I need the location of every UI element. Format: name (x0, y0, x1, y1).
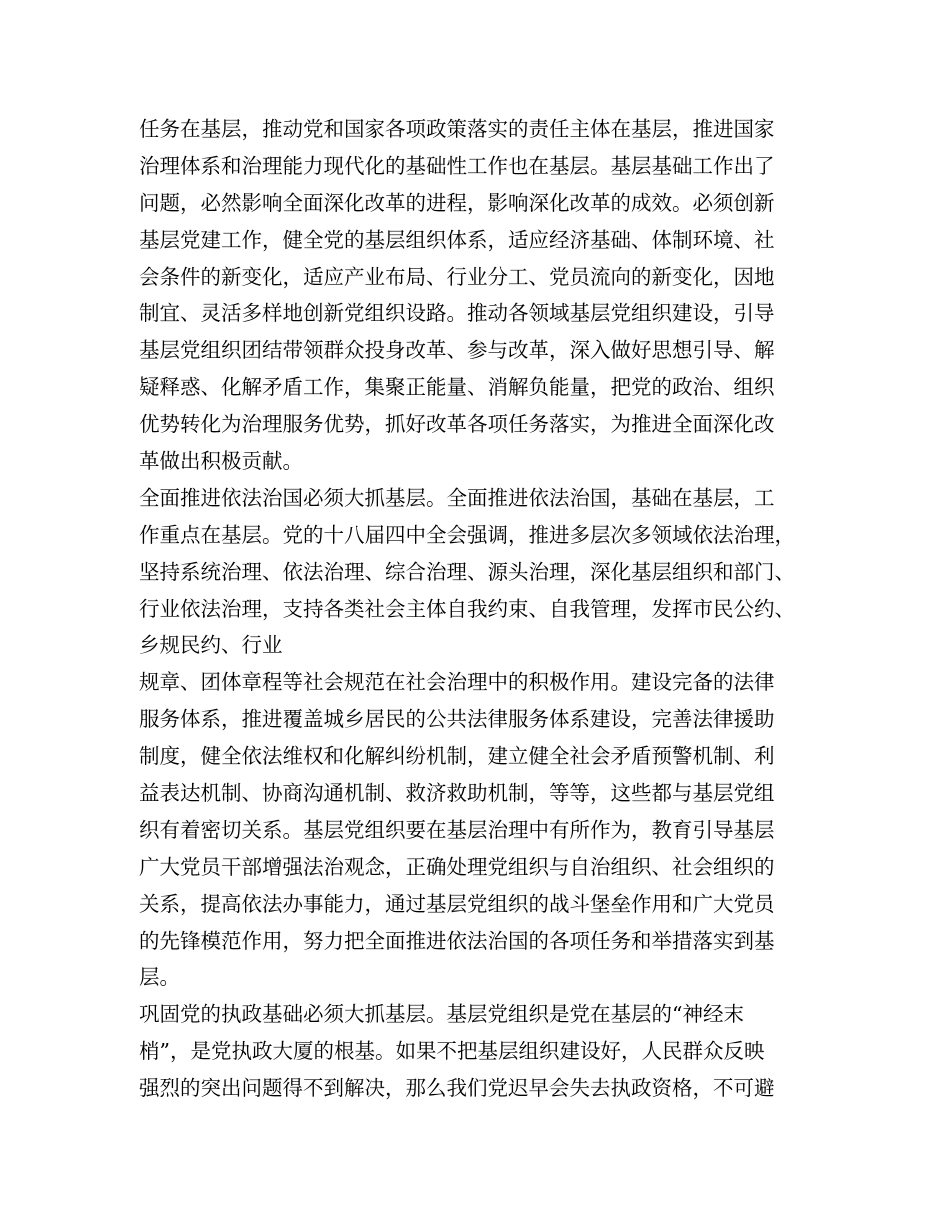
text-line: 基层党建工作，健全党的基层组织体系，适应经济基础、体制环境、社 (139, 227, 775, 252)
text-line: 坚持系统治理、依法治理、综合治理、源头治理，深化基层组织和部门、 (139, 559, 795, 584)
text-line: 梢”，是党执政大厦的根基。如果不把基层组织建设好，人民群众反映 (139, 1039, 765, 1064)
text-line: 会条件的新变化，适应产业布局、行业分工、党员流向的新变化，因地 (139, 264, 775, 289)
text-line: 关系，提高依法办事能力，通过基层党组织的战斗堡垒作用和广大党员 (139, 891, 775, 916)
text-line: 服务体系，推进覆盖城乡居民的公共法律服务体系建设，完善法律援助 (139, 707, 775, 732)
body-text (139, 111, 829, 1107)
text-line: 层。 (139, 965, 180, 990)
text-line: 乡规民约、行业 (139, 633, 283, 658)
text-line: 强烈的突出问题得不到解决，那么我们党迟早会失去执政资格，不可避 (139, 1076, 775, 1101)
text-line: 制度，健全依法维权和化解纠纷机制，建立健全社会矛盾预警机制、利 (139, 744, 775, 769)
text-line: 全面推进依法治国必须大抓基层。全面推进依法治国，基础在基层，工 (139, 485, 775, 510)
text-line: 任务在基层，推动党和国家各项政策落实的责任主体在基层，推进国家 (139, 117, 775, 141)
text-line: 问题，必然影响全面深化改革的进程，影响深化改革的成效。必须创新 (139, 190, 775, 215)
text-line: 巩固党的执政基础必须大抓基层。基层党组织是党在基层的“神经末 (139, 1002, 744, 1027)
text-line: 规章、团体章程等社会规范在社会治理中的积极作用。建设完备的法律 (139, 670, 775, 695)
text-line: 行业依法治理，支持各类社会主体自我约束、自我管理，发挥市民公约、 (139, 596, 795, 621)
text-line: 的先锋模范作用，努力把全面推进依法治国的各项任务和举措落实到基 (139, 928, 775, 953)
text-line: 制宜、灵活多样地创新党组织设路。推动各领域基层党组织建设，引导 (139, 301, 775, 326)
text-line: 优势转化为治理服务优势，抓好改革各项任务落实，为推进全面深化改 (139, 412, 775, 437)
text-line: 革做出积极贡献。 (139, 449, 303, 474)
text-line: 广大党员干部增强法治观念，正确处理党组织与自治组织、社会组织的 (139, 854, 775, 879)
text-line: 疑释惑、化解矛盾工作，集聚正能量、消解负能量，把党的政治、组织 (139, 375, 775, 400)
text-line: 作重点在基层。党的十八届四中全会强调，推进多层次多领域依法治理， (139, 522, 795, 547)
text-line: 基层党组织团结带领群众投身改革、参与改革，深入做好思想引导、解 (139, 338, 775, 363)
text-line: 益表达机制、协商沟通机制、救济救助机制，等等，这些都与基层党组 (139, 781, 775, 806)
text-line: 织有着密切关系。基层党组织要在基层治理中有所作为，教育引导基层 (139, 817, 775, 842)
text-line: 治理体系和治理能力现代化的基础性工作也在基层。基层基础工作出了 (139, 153, 775, 178)
